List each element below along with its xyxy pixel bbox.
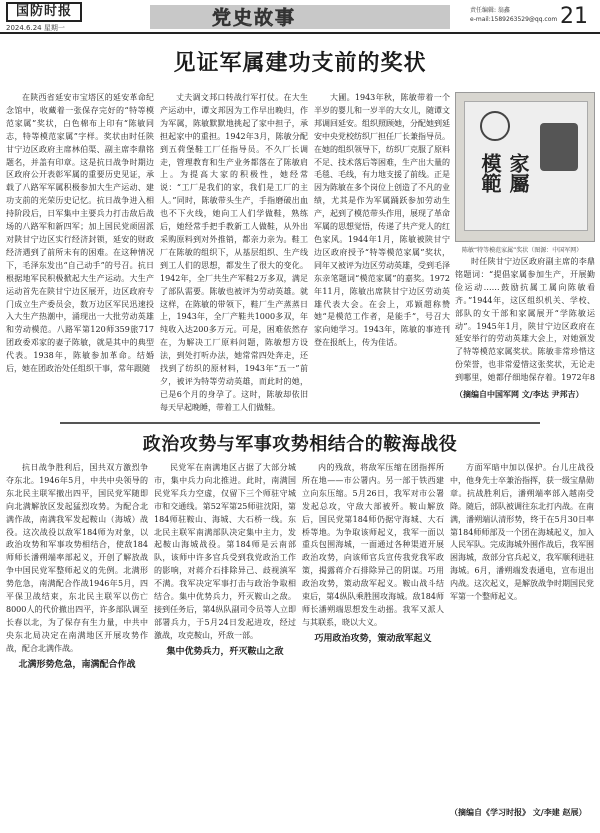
article1-column-2: 丈夫调文邦口转战行军打仗。在大生产运动中，谭文邦因为工作早出晚归，作为军属，陈敏默默地挑起了家中担子，承担起家中的重担。1942年3月，陈敏分配到五荷堡鞋工厂任指导员。不久厂长调走，管理教育和生产业务都落在了陈敏肩上。为提高大家的积极性，她经常说：“工厂是我们的家，我们是工厂的主人。”同时，陈敏带头生产，手指磨破出血也不下火线，她向工人们学做鞋，熟练后，她经常手把手教新工人做鞋，从外出采购原料到对外推销，都亲力亲为。鞋工厂在陈敏的组织下，从基层组织、生产线到工人们的思想，都发生了很大的变化。1942年，全厂共生产军鞋2万多双，满足了部队需要。陈敏也被评为劳动英雄。就这样，在陈敏的带领下，鞋厂生产蒸蒸日上，1943年，全厂产鞋共1000多双，年纯收入达200多万元。可是，困难依然存在，为解决工厂原料问题，陈敏想方设法，到处打听办法，她常常四处奔走，还找到了纺织的原材料，1943年“五一”前夕，被评为特等劳动英雄，而此时的她，已是6个月的身孕了。这时，陈敏却依旧每天早起晚睡，带着工人们做鞋。 xyxy=(160,93,308,412)
section-band xyxy=(150,5,450,29)
article2-text: 内的残敌，将敌军压缩在团指挥所所在地——市公署内。另一部于铁西建立向东压缩。5月26日，我军对市公署发起总攻，守敌大部被歼。鞍山解放后，国民党第184师仍据守海城、大石桥等地。为争取该师起义，我军一面以重兵包围海城，一面通过各种渠道开展政治攻势，向该师官兵宣传我党我军政策，揭露蒋介石排除异己的阴谋。巧用政治攻势，策动敌军起义。鞍山战斗结束后，第4纵队乘胜围攻海城。敌184师师长潘朔端思想发生动摇。我军又派人与其联系，晓以大义。 xyxy=(302,463,444,627)
article2-column-1 xyxy=(6,462,148,828)
article2-text: 抗日战争胜利后，国共双方激烈争夺东北。1946年5月，中共中央领导的东北民主联军撤出四平，国民党军随即向北满解放区发起猛烈攻势。为配合北满作战，南满我军发起鞍山（海城）战役。这次战役以敌军184师为对象，以政治攻势和军事攻势相结合，使敌184师师长潘朔端率部起义，开创了解放战争中国民党军整师起义的先例。北满形势危急，南满配合作战1946年5月，四平保卫战结束，东北民主联军以伤亡8000人的代价撤出四平，许多部队调至长春以北，为了保存有生力量，中共中央东北局决定在南满地区开展攻势作战，配合北满作战。 xyxy=(6,463,148,653)
article1-column-3: 大圃。1943年秋，陈敏带着一个半岁的婴儿和一岁半的大女儿，随谭文邦调回延安。组织照顾她，分配她到延安中央党校纺织厂担任厂长兼指导员。在她的组织领导下，纺织厂克服了原料不足、技术落后等困难，生产出大量的毛毯、毛线，有力地支援了前线。正是因为陈敏在多个岗位上创造了不凡的业绩，尤其是作为军属踊跃参加劳动生产，起到了模范带头作用，展现了革命军属的思想觉悟，传递了共产党人的红色家风。1944年1月，陈敏被陕甘宁边区政府授予“特等模范家属”奖状，同年又被评为边区劳动英雄，受到毛泽东亲笔题词“模范家属”的嘉奖。1972年11月，陈敏出席陕甘宁边区劳动英雄代表大会。在会上，邓颖超称赞她“是模范工作者，是能手”，号召大家向她学习。1943年，陈敏的事迹刊登在报纸上，传为佳话。 xyxy=(314,93,450,348)
certificate-glyph: 模範 xyxy=(478,153,502,193)
page-header xyxy=(0,0,600,34)
issue-date: 2024.6.24 星期一 xyxy=(6,24,65,32)
editor-name: 责任编辑: 翁鑫 xyxy=(470,7,510,14)
article2-text: 民党军在南满地区占据了大部分城市，集中兵力向北推进。此时，南满国民党军兵力空虚，仅留下三个师驻守城市和交通线。第52军第25师驻沈阳，第184师驻鞍山、海城、大石桥一线。东北民主联军南满部队决定集中主力，发起鞍山海城战役。第184师是云南部队，该师中许多官兵受到我党政治工作的影响，对蒋介石排除异己、歧视滇军不满。我军决定军事打击与政治争取相结合。集中优势兵力，歼灭鞍山之敌。接到任务后，第4纵队副司令员等人立即部署兵力，于5月24日发起进攻，经过激战，攻克鞍山，歼敌一部。 xyxy=(154,463,296,640)
article2-subhead: 集中优势兵力，歼灭鞍山之敌 xyxy=(166,646,284,657)
emblem-icon xyxy=(480,111,510,141)
editor-info xyxy=(470,6,557,24)
article2-byline: （摘编自《学习时报》 文/李建 赵展） xyxy=(450,807,587,817)
portrait-image xyxy=(540,123,578,171)
article2-title: 政治攻势与军事攻势相结合的鞍海战役 xyxy=(142,434,458,455)
article2-subhead: 巧用政治攻势，策动敌军起义 xyxy=(314,633,432,644)
article1-title: 见证军属建功支前的奖状 xyxy=(173,51,427,76)
award-photo xyxy=(455,92,595,242)
article2-column-4: 方面军暗中加以保护。台儿庄战役中，他身先士卒兼治指挥，获一级宝鼎勋章。抗战胜利后，潘朔端率部入越南受降。随后，部队被调往东北打内战。在南满，潘朔端认清形势，终于在5月30日率第184师师部及一个团在海城起义，加入人民军队。完成海城外围作战后，我军围困海城，敌部分官兵起义，我军顺利进驻海城。6月，潘朔端发表通电，宣布退出内战。这次起义，是解放战争时期国民党军第一个整师起义。 xyxy=(450,463,594,602)
page-number: 21 xyxy=(560,4,588,29)
section-divider xyxy=(60,422,540,424)
certificate-glyph: 家屬 xyxy=(506,153,530,193)
photo-caption: 陈敏“特等模范家属”奖状（图源：中国军网） xyxy=(462,247,583,254)
article2-column-3 xyxy=(302,462,444,828)
section-title: 党史故事 xyxy=(212,7,297,29)
editor-email: e-mail:1589263529@qq.com xyxy=(470,16,558,23)
article2-column-2 xyxy=(154,462,296,828)
article1-column-4: 时任陕甘宁边区政府副主席的李鼎铭题词：“提倡家属参加生产，开展勤俭运动……鼓励抗属工属向陈敏看齐。”1944年，这区组织机关、学校、部队的女干部和家属展开“学陈敏运动”。1945年1月，陕甘宁边区政府在延安举行的劳动英雄大会上，对她颁发了特等模范家属奖状。陈敏非常珍惜这份荣誉，也非常爱惜这张奖状，无论走到哪里，她都仔细地保存着。1972年8 xyxy=(455,257,595,383)
article1-column-1: 在陕西省延安市宝塔区的延安革命纪念馆中，收藏着一张保存完好的“特等模范家属”奖状，白色棉布上印有“陈敏同志，特等模范家属”字样。奖状由时任陕甘宁边区政府主席林伯渠、副主席李鼎铭题名，并盖有印章。这是抗日战争时期边区政府公开表彰军属的重要历史见证，承载了八路军军属积极参加大生产运动、建功支前的光荣历史记忆。抗日战争进入相持阶段后，日军集中主要兵力打击敌后战场的八路军和新四军；加上国民党顽固派对陕甘宁边区实行经济封锁，延安的财政经济遇到了前所未有的困难。在这种情况下，毛泽东发出“自己动手”的号召。抗日根据地军民积极掀起大生产运动。大生产运动首先在陕甘宁边区展开，边区政府专门成立生产委员会，数万边区军民迅速投入大生产热潮中，涌现出一大批劳动英雄和劳动模范。八路军第120师359旅717团政委邓家的妻子陈敏，就是其中的典型代表。1938年，陈敏参加革命。结婚后，她在团政治处任组织干事，常年跟随 xyxy=(6,93,154,374)
article2-subhead: 北满形势危急，南满配合作战 xyxy=(18,659,136,670)
article1-byline: （摘编自中国军网 文/李达 尹邦吉） xyxy=(455,389,584,399)
masthead: 国防时报 xyxy=(6,2,82,22)
